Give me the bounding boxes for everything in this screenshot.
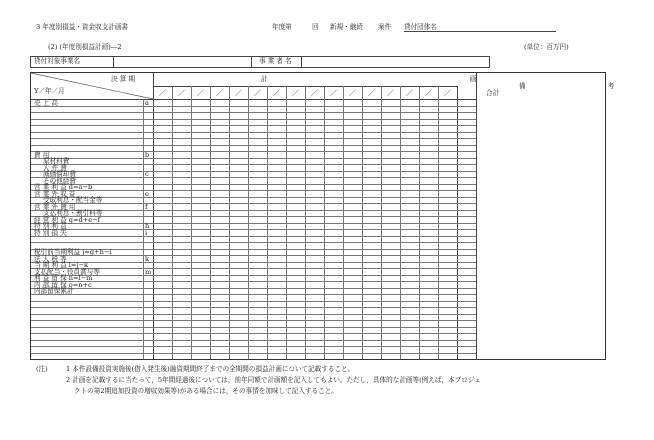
operator-name-field[interactable] (302, 57, 488, 67)
row-label: 費 用 (34, 150, 50, 159)
row-code: a (145, 98, 149, 107)
row-label: 特 別 損 失 (34, 228, 67, 237)
project-label: 貸付対象事業名 (34, 57, 81, 65)
grid-hline (31, 262, 476, 263)
row-code: i (145, 228, 148, 237)
row-label: 支払配当・役員賞与等 (34, 267, 100, 276)
period-slash: ／ (349, 89, 356, 97)
grid-hline (31, 106, 476, 107)
row-label: 営 業 利 益 d=a−b (34, 183, 93, 191)
grid-hline (31, 301, 476, 302)
note-1: 1 本件設備投資実施後(借入発生後)融資期間終了までの全期間の損益計画について記載すること。 (66, 365, 355, 373)
grid-hline (31, 151, 476, 152)
grid-hline (31, 190, 476, 191)
row-label: 減価償却費 (43, 170, 76, 178)
period-slash: ／ (387, 89, 394, 97)
grid-hline (31, 184, 476, 185)
grid-hline (31, 119, 476, 120)
period-slash: ／ (273, 89, 280, 97)
grid-hline (31, 242, 476, 243)
grid-hline (31, 294, 476, 295)
total-label: 合計 (486, 89, 500, 97)
grid-hline (31, 99, 476, 100)
period-slash: ／ (216, 89, 223, 97)
header-diagonal (31, 73, 153, 99)
grid-hline (31, 158, 476, 159)
grid-hline (31, 307, 476, 308)
row-label: 受取利息・配当金等 (43, 196, 103, 204)
period-slash: ／ (159, 89, 166, 97)
round-label: 回 (312, 23, 319, 31)
period-slash: ／ (178, 89, 185, 97)
subject-row (30, 56, 490, 68)
form-title: 3 年度別損益・資金収支計画書 (36, 23, 129, 31)
period-slash: ／ (406, 89, 413, 97)
case-label: 案件 (378, 23, 392, 31)
period-slash: ／ (311, 89, 318, 97)
lender-name-field[interactable] (404, 21, 556, 32)
grid-hline (31, 236, 476, 237)
row-label: 法 人 税 等 (34, 254, 67, 263)
grid-hline (31, 327, 476, 328)
row-label: 内部留保累計 (34, 287, 74, 295)
grid-hline (31, 288, 476, 289)
row-code: c (145, 170, 149, 178)
period-slash: ／ (425, 89, 432, 97)
note-2-continued: クトの第2期追加投資の増収効果等)がある場合には，その事情を加味して記入すること。 (74, 387, 338, 395)
plan-label: 計 画 (261, 75, 577, 83)
row-label: 営 業 外 収 益 (34, 189, 76, 198)
grid-hline (31, 320, 476, 321)
grid-hline (31, 340, 476, 341)
row-code: f (145, 202, 148, 211)
grid-hline (31, 333, 476, 334)
row-label: 税引前当期利益 j=g+h−i (34, 248, 112, 256)
operator-label: 事 業 者 名 (259, 57, 292, 65)
row-label: 原材料費 (43, 157, 70, 165)
profit-plan-table (30, 72, 654, 360)
period-slash: ／ (292, 89, 299, 97)
grid-hline (31, 145, 476, 146)
lender-label: 貸付団体名 (404, 23, 437, 31)
period-slash: ／ (197, 89, 204, 97)
settlement-label: 決 算 期 (111, 75, 135, 83)
period-slash: ／ (444, 89, 451, 97)
section-label: (2) (年度別損益計画)―2 (48, 43, 122, 51)
notes-marker: (注) (36, 365, 48, 373)
kind-label: 新規・継続 (330, 23, 363, 31)
row-code: h (145, 222, 150, 230)
remarks-label: 備 考 (519, 82, 654, 90)
grid-hline (31, 125, 476, 126)
row-label: 内 部 留 保 o=n+c (34, 280, 92, 289)
grid-hline (31, 138, 476, 139)
grid-hline (31, 281, 476, 282)
period-slash: ／ (235, 89, 242, 97)
project-name-field[interactable] (114, 57, 250, 67)
grid-hline (31, 177, 476, 178)
grid-vline (476, 73, 477, 359)
year-label: Y／年／月 (34, 87, 65, 95)
unit-label: (単位：百万円) (524, 43, 569, 51)
grid-hline (31, 346, 476, 347)
note-2: 2 計画を記載するに当たって，5年間経過後については，前年同額で計画額を記入してもよい。ただし，具体的な計画等(例えば，本プロジェ (66, 376, 481, 384)
grid-hline (31, 314, 476, 315)
grid-hline (31, 164, 476, 165)
row-label: 経 常 利 益 g=d+e−f (34, 215, 101, 224)
row-label: 支払利息・割引料等 (43, 209, 103, 217)
row-code: m (145, 267, 152, 276)
row-label: 営 業 外 費 用 (34, 202, 76, 211)
period-slash: ／ (368, 89, 375, 97)
grid-hline (31, 353, 476, 354)
row-label: その他経費 (43, 176, 76, 185)
row-code: k (145, 254, 149, 263)
row-label: 売 上 高 (34, 98, 58, 107)
row-label: 利 益 留 保 n=l−m (34, 274, 93, 282)
grid-hline (31, 132, 476, 133)
row-code: b (145, 150, 150, 159)
grid-hline (31, 112, 476, 113)
row-label: 特 別 利 益 (34, 222, 67, 230)
grid-hline (31, 171, 476, 172)
row-label: 人 件 費 (43, 163, 67, 172)
fiscal-label: 年度第 (272, 23, 292, 31)
row-code: e (145, 189, 149, 198)
period-slash: ／ (330, 89, 337, 97)
row-label: 当 期 利 益 l=j−k (34, 261, 88, 269)
period-slash: ／ (254, 89, 261, 97)
grid-hline (31, 229, 476, 230)
